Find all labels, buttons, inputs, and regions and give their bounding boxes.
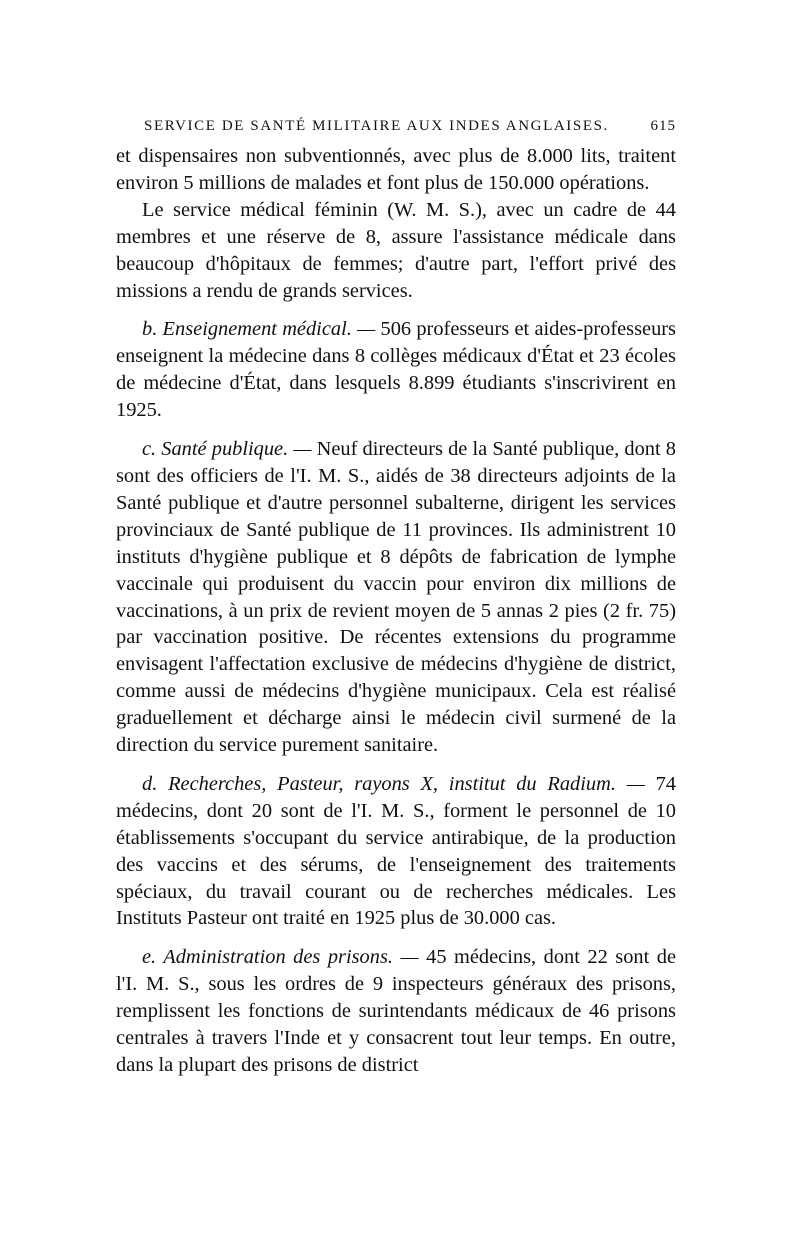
paragraph-text: et dispensaires non subventionnés, avec plus de 8.000 lits, traitent environ 5 millions de malades et font plus de 150.000 opérations. — [116, 145, 676, 194]
paragraph-public-health — [116, 436, 676, 759]
paragraph-research — [116, 771, 676, 932]
section-heading: c. Santé publique. — — [142, 438, 317, 461]
paragraph-text: Neuf directeurs de la Santé publique, dont 8 sont des officiers de l'I. M. S., aidés de 38 directeurs adjoints de la Santé publique et d'autre personnel subalterne, dirigent les services provinciaux de Santé publique de 11 provinces. Ils administrent 10 instituts d'hygiène publique et 8 dépôts de fabrication de lymphe vaccinale qui produisent du vaccin pour environ dix millions de vaccinations, à un prix de revient moyen de 5 annas 2 pies (2 fr. 75) par vaccination positive. De récentes extensions du programme envisagent l'affectation exclusive de médecins d'hygiène de district, comme aussi de médecins d'hygiène municipaux. Cela est réalisé graduellement et décharge ainsi le médecin civil surmené de la direction du service purement sanitaire. — [116, 438, 676, 757]
paragraph-text: 45 médecins, dont 22 sont de l'I. M. S., sous les ordres de 9 inspecteurs généraux des prisons, remplissent les fonctions de surintendants médicaux de 46 prisons centrales à travers l'Inde et y consacrent tout leur temps. En outre, dans la plupart des prisons de district — [116, 946, 677, 1076]
page-number: 615 — [650, 118, 676, 134]
paragraph-hospitals — [116, 143, 676, 197]
paragraph-womens-medical-service — [116, 197, 676, 305]
paragraph-medical-education — [116, 316, 676, 424]
document-page — [116, 118, 676, 1079]
paragraph-text: 74 médecins, dont 20 sont de l'I. M. S., forment le personnel de 10 établissements s'occupant du service antirabique, de la production des vaccins et des sérums, de l'enseignement des traitements spéciaux, du travail courant ou de recherches médicales. Les Instituts Pasteur ont traité en 1925 plus de 30.000 cas. — [116, 772, 676, 930]
section-heading: d. Recherches, Pasteur, rayons X, institut du Radium. — — [142, 772, 656, 795]
running-header — [116, 118, 676, 135]
section-heading: b. Enseignement médical. — — [142, 318, 381, 341]
paragraph-prisons — [116, 944, 676, 1079]
paragraph-text: 506 professeurs et aides-professeurs enseignent la médecine dans 8 collèges médicaux d'État et 23 écoles de médecine d'État, dans lesquels 8.899 étudiants s'inscrivirent en 1925. — [116, 318, 676, 422]
paragraph-text: Le service médical féminin (W. M. S.), avec un cadre de 44 membres et une réserve de 8, assure l'assistance médicale dans beaucoup d'hôpitaux de femmes; d'autre part, l'effort privé des missions a rendu de grands services. — [116, 198, 676, 302]
section-heading: e. Administration des prisons. — — [142, 946, 427, 969]
running-title: SERVICE DE SANTÉ MILITAIRE AUX INDES ANGLAISES. — [144, 118, 609, 134]
